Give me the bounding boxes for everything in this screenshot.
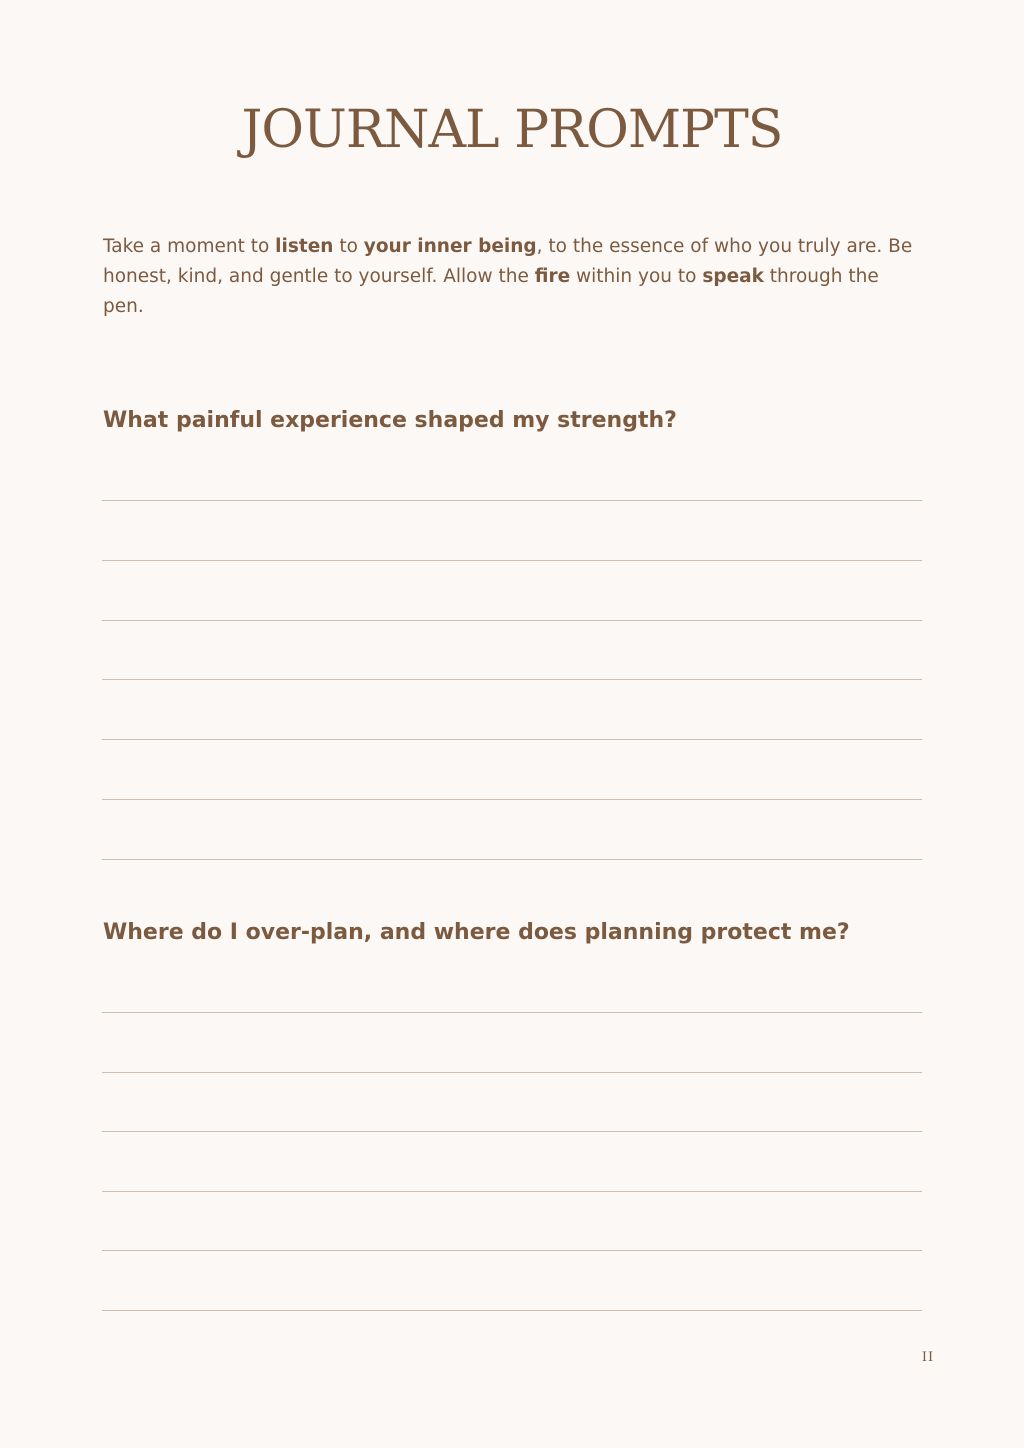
intro-emphasis-listen: listen	[275, 236, 334, 257]
writing-line[interactable]	[102, 1250, 922, 1251]
prompt-question-1: What painful experience shaped my strength?	[103, 408, 677, 433]
prompt-question-2: Where do I over-plan, and where does planning protect me?	[103, 920, 850, 945]
writing-line[interactable]	[102, 1310, 922, 1311]
intro-text: , to the essence of who you truly are. Be honest, kind, and gentle to yourself. Allow the	[103, 236, 913, 287]
writing-line[interactable]	[102, 1072, 922, 1073]
intro-text: to	[333, 236, 364, 257]
intro-text: Take a moment to	[103, 236, 276, 257]
writing-line[interactable]	[102, 500, 922, 501]
intro-text: within you to	[570, 266, 703, 287]
writing-line[interactable]	[102, 1191, 922, 1192]
writing-line[interactable]	[102, 560, 922, 561]
intro-emphasis-inner-being: your inner being	[363, 236, 537, 257]
writing-line[interactable]	[102, 859, 922, 860]
writing-line[interactable]	[102, 799, 922, 800]
writing-line[interactable]	[102, 1012, 922, 1013]
intro-text: through the pen.	[103, 266, 879, 317]
writing-line[interactable]	[102, 620, 922, 621]
writing-line[interactable]	[102, 679, 922, 680]
intro-emphasis-speak: speak	[702, 266, 764, 287]
page-title: JOURNAL PROMPTS	[241, 100, 783, 160]
writing-line[interactable]	[102, 1131, 922, 1132]
page-number: II	[921, 1350, 935, 1365]
intro-emphasis-fire: fire	[534, 266, 571, 287]
writing-line[interactable]	[102, 739, 922, 740]
intro-paragraph	[103, 232, 923, 322]
